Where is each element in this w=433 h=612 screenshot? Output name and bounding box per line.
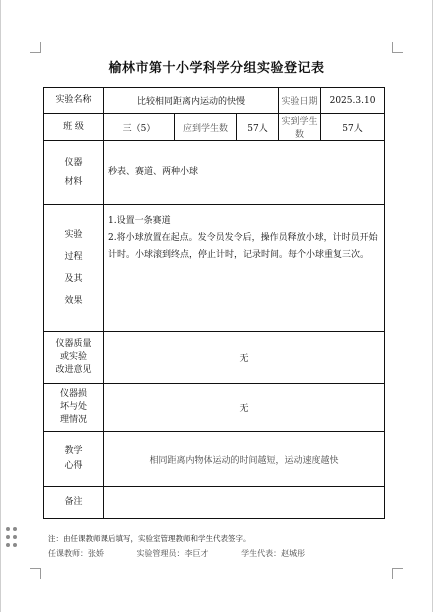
corner-mark-top-right <box>392 42 403 53</box>
damage-label-line-1: 仪器损 <box>59 389 87 399</box>
process-label-line-4: 效果 <box>64 296 83 306</box>
student-signature: 学生代表：赵城彤 <box>241 549 306 558</box>
actual-students-value[interactable]: 57人 <box>321 114 385 141</box>
experiment-date-label: 实验日期 <box>279 88 321 114</box>
materials-label-line-1: 仪器 <box>64 157 83 168</box>
process-step-2: 2.将小球放置在起点。发令员发令后，操作员释放小球，计时员开始计时。小球滚到终点，停止计时，记录时间。每个小球重复三次。 <box>108 233 378 260</box>
table-row-damage <box>44 384 385 432</box>
experiment-date-value[interactable]: 2025.3.10 <box>321 88 385 114</box>
manager-signature: 实验管理员：李巨才 <box>136 549 209 558</box>
damage-label-line-2: 坏与处 <box>59 402 87 412</box>
reflection-value[interactable]: 相同距离内物体运动的时间越短，运动速度越快 <box>104 432 385 487</box>
process-label-line-1: 实验 <box>64 230 83 240</box>
improvement-label-line-3: 改进意见 <box>55 365 92 375</box>
damage-label <box>44 384 104 432</box>
experiment-name-value[interactable]: 比较相同距离内运动的快慢 <box>104 88 279 114</box>
damage-label-line-3: 理情况 <box>59 415 87 425</box>
reflection-label <box>44 432 104 487</box>
remarks-value[interactable] <box>104 487 385 519</box>
footnote: 注：由任课教师课后填写，实验室管理教师和学生代表签字。 <box>48 534 251 543</box>
improvement-label-line-2: 或实验 <box>59 352 87 362</box>
teacher-signature: 任课教师：张娇 <box>48 549 104 558</box>
process-value[interactable] <box>104 205 385 332</box>
registration-table <box>43 87 385 519</box>
improvement-label-line-1: 仪器质量 <box>55 339 92 349</box>
materials-label-line-2: 材料 <box>64 176 83 187</box>
process-label-line-2: 过程 <box>64 252 83 262</box>
process-label <box>44 205 104 332</box>
expected-students-value[interactable]: 57人 <box>237 114 279 141</box>
remarks-label: 备注 <box>44 487 104 519</box>
improvement-value[interactable]: 无 <box>104 332 385 384</box>
reflection-label-line-2: 心得 <box>64 461 83 471</box>
process-label-line-3: 及其 <box>64 274 83 284</box>
class-label: 班 级 <box>44 114 104 141</box>
table-row-process <box>44 205 385 332</box>
page-edge-left <box>0 0 1 612</box>
materials-label <box>44 141 104 205</box>
table-row-class <box>44 114 385 141</box>
table-row-experiment-name <box>44 88 385 114</box>
actual-students-label: 实到学生数 <box>279 114 321 141</box>
damage-value[interactable]: 无 <box>104 384 385 432</box>
corner-mark-bottom-left <box>30 568 41 579</box>
corner-mark-top-left <box>30 42 41 53</box>
improvement-label <box>44 332 104 384</box>
corner-mark-bottom-right <box>392 568 403 579</box>
table-row-materials <box>44 141 385 205</box>
class-value[interactable]: 三（5） <box>104 114 175 141</box>
materials-value[interactable]: 秒表、赛道、两种小球 <box>104 141 385 205</box>
table-row-remarks <box>44 487 385 519</box>
reflection-label-line-1: 教学 <box>64 446 83 456</box>
signature-line <box>48 548 335 559</box>
table-move-handle-icon[interactable] <box>6 527 20 547</box>
table-row-reflection <box>44 432 385 487</box>
document-title: 榆林市第十小学科学分组实验登记表 <box>108 61 325 76</box>
experiment-name-label: 实验名称 <box>44 88 104 114</box>
expected-students-label: 应到学生数 <box>175 114 237 141</box>
table-row-improvement <box>44 332 385 384</box>
process-step-1: 1.设置一条赛道 <box>108 216 171 226</box>
